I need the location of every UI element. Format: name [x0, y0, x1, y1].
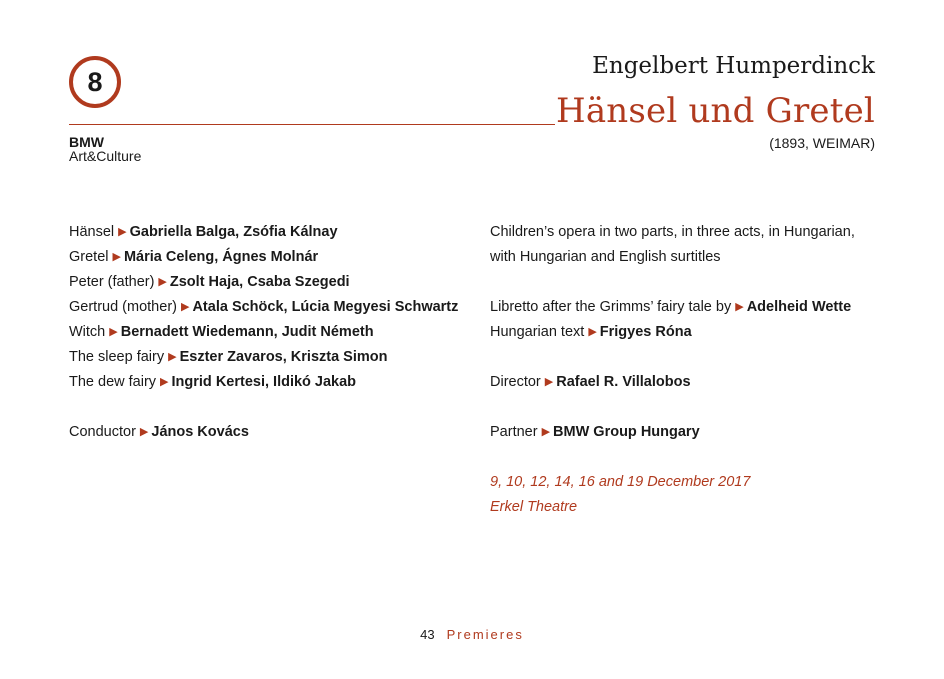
director-label: Director	[490, 374, 541, 390]
libretto-row	[490, 295, 890, 320]
role-label: The dew fairy	[69, 374, 157, 390]
cast-row	[69, 370, 469, 395]
arrow-icon: ▶	[168, 351, 177, 363]
conductor-label: Conductor	[69, 424, 136, 440]
cast-row	[69, 220, 469, 245]
cast-row	[69, 295, 469, 320]
role-label: Peter (father)	[69, 274, 155, 290]
opera-title: Hänsel und Gretel	[555, 91, 875, 131]
librettist: Adelheid Wette	[746, 299, 852, 315]
badge-number: 8	[87, 66, 103, 97]
arrow-icon: ▶	[735, 301, 744, 313]
role-label: Witch	[69, 324, 106, 340]
arrow-icon: ▶	[160, 376, 169, 388]
arrow-icon: ▶	[180, 301, 190, 313]
description-line: Children’s opera in two parts, in three acts, in Hungarian,	[490, 224, 855, 240]
venue: Erkel Theatre	[490, 499, 578, 515]
cast-row	[69, 270, 469, 295]
conductor-row	[69, 420, 469, 445]
arrow-icon: ▶	[118, 226, 127, 238]
conductor-name: János Kovács	[151, 424, 249, 440]
performers: Mária Celeng, Ágnes Molnár	[123, 249, 319, 265]
director-name: Rafael R. Villalobos	[556, 374, 691, 390]
partner-label: Partner	[490, 424, 538, 440]
arrow-icon: ▶	[544, 376, 554, 388]
hungarian-text-label: Hungarian text	[490, 324, 585, 340]
issue-number-badge	[69, 56, 121, 108]
arrow-icon: ▶	[112, 251, 121, 263]
composer-name: Engelbert Humperdinck	[592, 53, 875, 79]
translator: Frigyes Róna	[599, 324, 692, 340]
brand-line1: BMW	[69, 134, 104, 150]
performers: Zsolt Haja, Csaba Szegedi	[169, 274, 350, 290]
arrow-icon: ▶	[109, 326, 118, 338]
description-line: with Hungarian and English surtitles	[490, 249, 721, 265]
role-label: Gretel	[69, 249, 109, 265]
page-number: 43	[420, 627, 435, 642]
performers: Gabriella Balga, Zsófia Kálnay	[129, 224, 338, 240]
role-label: Hänsel	[69, 224, 115, 240]
hungarian-text-row	[490, 320, 890, 345]
cast-row	[69, 320, 469, 345]
arrow-icon: ▶	[541, 426, 551, 438]
performers: Bernadett Wiedemann, Judit Németh	[120, 324, 374, 340]
partner-row	[490, 420, 890, 445]
arrow-icon: ▶	[588, 326, 597, 338]
page-footer	[0, 627, 944, 642]
cast-column	[69, 220, 469, 445]
opera-year-place: (1893, WEIMAR)	[769, 135, 875, 151]
performers: Atala Schöck, Lúcia Megyesi Schwartz	[192, 299, 459, 315]
cast-row	[69, 345, 469, 370]
arrow-icon: ▶	[158, 276, 167, 288]
arrow-icon: ▶	[139, 426, 149, 438]
performers: Ingrid Kertesi, Ildikó Jakab	[171, 374, 357, 390]
libretto-label: Libretto after the Grimms’ fairy tale by	[490, 299, 732, 315]
bmw-art-culture-logo	[69, 135, 141, 163]
partner-name: BMW Group Hungary	[553, 424, 700, 440]
header-rule	[69, 124, 555, 125]
cast-row	[69, 245, 469, 270]
director-row	[490, 370, 890, 395]
performers: Eszter Zavaros, Kriszta Simon	[179, 349, 388, 365]
role-label: Gertrud (mother)	[69, 299, 177, 315]
role-label: The sleep fairy	[69, 349, 165, 365]
performance-dates: 9, 10, 12, 14, 16 and 19 December 2017	[490, 474, 751, 490]
section-name: Premieres	[446, 627, 524, 642]
production-info-column	[490, 220, 890, 520]
brand-line2: Art&Culture	[69, 148, 142, 164]
